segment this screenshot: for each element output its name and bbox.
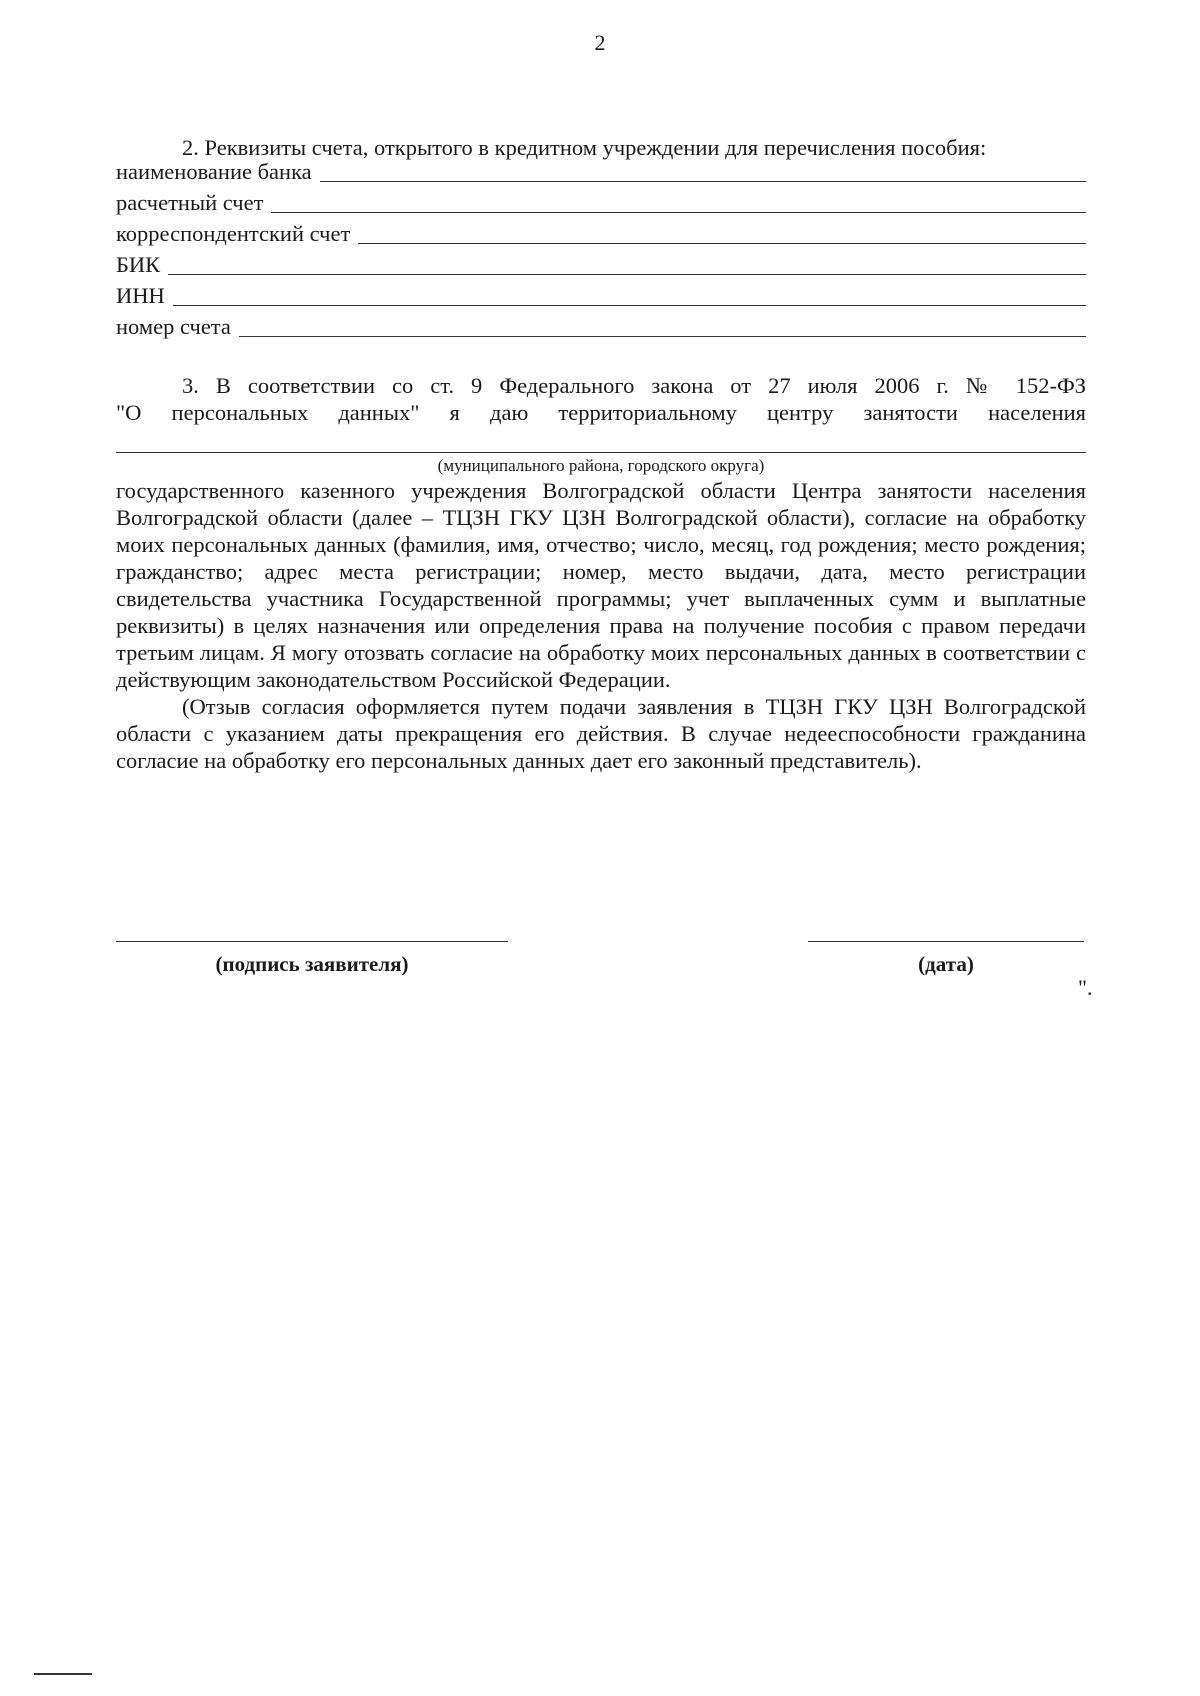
closing-quote: ". [1078, 975, 1093, 1000]
account-number-label: номер счета [116, 314, 231, 339]
corner-mark [34, 1673, 92, 1675]
date-line[interactable] [808, 940, 1084, 942]
bik-line[interactable] [168, 254, 1086, 275]
account-number-line[interactable] [239, 316, 1086, 337]
correspondent-account-field[interactable] [116, 216, 1086, 247]
section3-line2: "О персональных данных" я даю территориальному центру занятости населения [116, 400, 1086, 425]
page-number: 2 [594, 30, 606, 55]
settlement-account-line[interactable] [271, 192, 1086, 213]
settlement-account-label: расчетный счет [116, 190, 264, 215]
bank-details-fields [116, 161, 1086, 340]
applicant-signature-label: (подпись заявителя) [215, 952, 409, 976]
date-label: (дата) [918, 952, 974, 976]
bik-field[interactable] [116, 247, 1086, 278]
applicant-signature-block [116, 940, 508, 977]
date-block [808, 940, 1084, 977]
inn-field[interactable] [116, 278, 1086, 309]
inn-line[interactable] [173, 285, 1086, 306]
section3-line1: 3. В соответствии со ст. 9 Федерального закона от 27 июля 2006 г. № 152-ФЗ [182, 373, 1086, 398]
bank-name-label: наименование банка [116, 159, 312, 184]
document-body [116, 134, 1086, 774]
account-number-field[interactable] [116, 309, 1086, 340]
settlement-account-field[interactable] [116, 185, 1086, 216]
consent-body: государственного казенного учреждения Волгоградской области Центра занятости населения Волгоградской области (далее – ТЦЗН ГКУ ЦЗН Волгоградской области), согласие на обработку моих персональных данных (фамилия, имя, отчество; число, месяц, год рождения; место рождения; гражданство; адрес места регистрации; номер, место выдачи, дата, место регистрации свидетельства участника Государственной программы; учет выплаченных сумм и выплатные реквизиты) в целях назначения или определения права на получение пособия с правом передачи третьим лицам. Я могу отозвать согласие на обработку моих персональных данных в соответствии с действующим законодательством Российской Федерации. [116, 478, 1086, 692]
territorial-center-line[interactable] [116, 428, 1086, 453]
bik-label: БИК [116, 252, 161, 277]
inn-label: ИНН [116, 283, 165, 308]
correspondent-account-line[interactable] [358, 223, 1086, 244]
applicant-signature-line[interactable] [116, 940, 508, 942]
territorial-center-caption: (муниципального района, городского округа) [437, 456, 765, 475]
correspondent-account-label: корреспондентский счет [116, 221, 351, 246]
bank-name-field[interactable] [116, 161, 1086, 185]
bank-name-line[interactable] [320, 161, 1086, 182]
section2-heading: 2. Реквизиты счета, открытого в кредитном учреждении для перечисления пособия: [182, 135, 987, 160]
consent-withdrawal-note: (Отзыв согласия оформляется путем подачи заявления в ТЦЗН ГКУ ЦЗН Волгоградской области с указанием даты прекращения его действия. В случае недееспособности гражданина согласие на обработку его персональных данных дает его законный представитель). [116, 694, 1086, 773]
